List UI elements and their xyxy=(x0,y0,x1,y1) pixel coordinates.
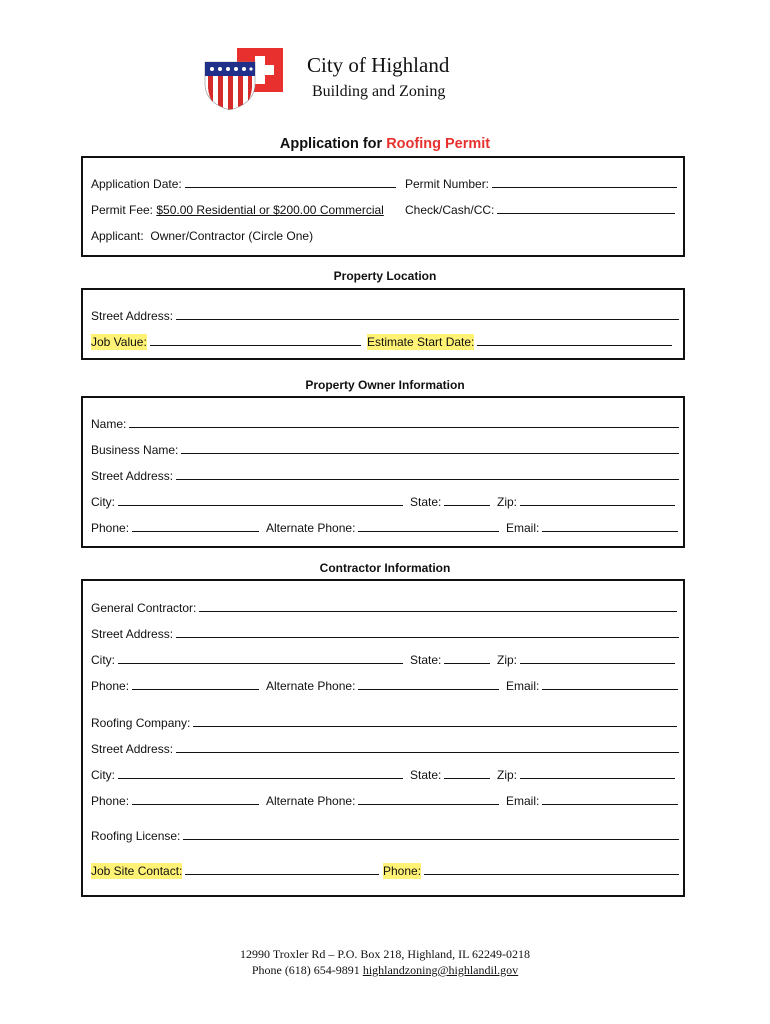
gc-phone-line[interactable] xyxy=(132,678,259,690)
owner-email-field[interactable] xyxy=(506,520,678,536)
permit-number-label: Permit Number: xyxy=(405,177,490,191)
contractor-info-box xyxy=(81,579,685,897)
rc-email-label: Email: xyxy=(506,794,540,808)
owner-phone-label: Phone: xyxy=(91,521,130,535)
job-site-phone-line[interactable] xyxy=(424,863,679,875)
owner-alt-phone-line[interactable] xyxy=(358,520,499,532)
rc-email-line[interactable] xyxy=(542,793,678,805)
gc-street-label: Street Address: xyxy=(91,627,174,641)
permit-number-field[interactable] xyxy=(405,176,677,192)
rc-city-field[interactable] xyxy=(91,767,403,783)
rc-alt-phone-field[interactable] xyxy=(266,793,499,809)
owner-name-label: Name: xyxy=(91,417,127,431)
property-street-line[interactable] xyxy=(176,308,679,320)
title-prefix: Application for xyxy=(279,136,387,152)
general-contractor-line[interactable] xyxy=(199,600,677,612)
owner-email-label: Email: xyxy=(506,521,540,535)
gc-city-field[interactable] xyxy=(91,652,403,668)
owner-state-field[interactable] xyxy=(410,494,490,510)
rc-phone-label: Phone: xyxy=(91,794,130,808)
owner-street-field[interactable] xyxy=(91,468,679,484)
owner-street-line[interactable] xyxy=(176,468,679,480)
job-site-phone-label: Phone: xyxy=(383,864,422,878)
department-name: Building and Zoning xyxy=(312,83,446,100)
rc-phone-field[interactable] xyxy=(91,793,259,809)
job-site-contact-label: Job Site Contact: xyxy=(91,864,183,878)
application-date-line[interactable] xyxy=(185,176,396,188)
roofing-license-line[interactable] xyxy=(183,828,679,840)
rc-email-field[interactable] xyxy=(506,793,678,809)
rc-state-field[interactable] xyxy=(410,767,490,783)
footer-email-link[interactable]: highlandzoning@highlandil.gov xyxy=(362,963,519,977)
application-info-box xyxy=(81,156,685,257)
rc-street-line[interactable] xyxy=(176,741,679,753)
rc-alt-phone-label: Alternate Phone: xyxy=(266,794,356,808)
gc-city-label: City: xyxy=(91,653,115,667)
gc-state-field[interactable] xyxy=(410,652,490,668)
start-date-field[interactable] xyxy=(367,334,672,350)
roofing-company-line[interactable] xyxy=(193,715,677,727)
gc-state-label: State: xyxy=(410,653,442,667)
gc-phone-label: Phone: xyxy=(91,679,130,693)
owner-info-box xyxy=(81,396,685,548)
rc-state-label: State: xyxy=(410,768,442,782)
gc-email-line[interactable] xyxy=(542,678,678,690)
roofing-company-label: Roofing Company: xyxy=(91,716,191,730)
application-date-label: Application Date: xyxy=(91,177,182,191)
owner-name-field[interactable] xyxy=(91,416,679,432)
application-date-field[interactable] xyxy=(91,176,396,192)
gc-alt-phone-field[interactable] xyxy=(266,678,499,694)
application-title xyxy=(0,136,770,152)
owner-email-line[interactable] xyxy=(542,520,678,532)
job-value-field[interactable] xyxy=(91,334,361,350)
flag-shield-icon xyxy=(203,46,285,112)
payment-method-label: Check/Cash/CC: xyxy=(405,203,495,217)
city-name: City of Highland xyxy=(307,53,450,77)
property-street-label: Street Address: xyxy=(91,309,174,323)
owner-city-label: City: xyxy=(91,495,115,509)
owner-business-field[interactable] xyxy=(91,442,679,458)
footer-contact xyxy=(0,963,770,978)
rc-alt-phone-line[interactable] xyxy=(358,793,499,805)
job-site-contact-field[interactable] xyxy=(91,863,379,879)
gc-phone-field[interactable] xyxy=(91,678,259,694)
roofing-company-field[interactable] xyxy=(91,715,677,731)
owner-zip-field[interactable] xyxy=(497,494,675,510)
owner-alt-phone-field[interactable] xyxy=(266,520,499,536)
rc-street-field[interactable] xyxy=(91,741,679,757)
job-value-label: Job Value: xyxy=(91,335,147,349)
job-site-phone-field[interactable] xyxy=(383,863,679,879)
payment-method-field[interactable] xyxy=(405,202,675,218)
title-accent: Roofing Permit xyxy=(386,136,491,152)
gc-zip-field[interactable] xyxy=(497,652,675,668)
start-date-label: Estimate Start Date: xyxy=(367,335,475,349)
roofing-license-field[interactable] xyxy=(91,828,679,844)
owner-info-title: Property Owner Information xyxy=(305,378,465,392)
property-street-field[interactable] xyxy=(91,308,679,324)
gc-alt-phone-label: Alternate Phone: xyxy=(266,679,356,693)
owner-city-field[interactable] xyxy=(91,494,403,510)
permit-fee-label: Permit Fee: xyxy=(91,203,157,217)
owner-state-line[interactable] xyxy=(444,494,490,506)
applicant-field xyxy=(91,228,313,244)
job-value-line[interactable] xyxy=(150,334,361,346)
rc-zip-label: Zip: xyxy=(497,768,518,782)
rc-city-line[interactable] xyxy=(118,767,403,779)
job-site-contact-line[interactable] xyxy=(185,863,379,875)
gc-street-line[interactable] xyxy=(176,626,679,638)
footer-address: 12990 Troxler Rd – P.O. Box 218, Highland, IL 62249-0218 xyxy=(240,947,530,961)
owner-zip-label: Zip: xyxy=(497,495,518,509)
permit-fee-field xyxy=(91,202,384,218)
rc-zip-line[interactable] xyxy=(520,767,675,779)
owner-business-label: Business Name: xyxy=(91,443,179,457)
permit-number-line[interactable] xyxy=(492,176,677,188)
owner-phone-field[interactable] xyxy=(91,520,259,536)
general-contractor-field[interactable] xyxy=(91,600,677,616)
rc-phone-line[interactable] xyxy=(132,793,259,805)
rc-zip-field[interactable] xyxy=(497,767,675,783)
gc-zip-line[interactable] xyxy=(520,652,675,664)
rc-city-label: City: xyxy=(91,768,115,782)
gc-zip-label: Zip: xyxy=(497,653,518,667)
owner-name-line[interactable] xyxy=(129,416,679,428)
gc-email-field[interactable] xyxy=(506,678,678,694)
permit-fee-value: $50.00 Residential or $200.00 Commercial xyxy=(156,203,384,217)
property-location-title: Property Location xyxy=(333,269,437,283)
owner-phone-line[interactable] xyxy=(132,520,259,532)
gc-email-label: Email: xyxy=(506,679,540,693)
rc-state-line[interactable] xyxy=(444,767,490,779)
gc-state-line[interactable] xyxy=(444,652,490,664)
gc-city-line[interactable] xyxy=(118,652,403,664)
start-date-line[interactable] xyxy=(477,334,672,346)
property-location-box xyxy=(81,288,685,360)
gc-alt-phone-line[interactable] xyxy=(358,678,499,690)
owner-state-label: State: xyxy=(410,495,442,509)
owner-zip-line[interactable] xyxy=(520,494,675,506)
page-header xyxy=(0,0,770,140)
payment-method-line[interactable] xyxy=(497,202,675,214)
gc-street-field[interactable] xyxy=(91,626,679,642)
owner-alt-phone-label: Alternate Phone: xyxy=(266,521,356,535)
general-contractor-label: General Contractor: xyxy=(91,601,197,615)
owner-business-line[interactable] xyxy=(181,442,679,454)
owner-street-label: Street Address: xyxy=(91,469,174,483)
footer-phone: Phone (618) 654-9891 xyxy=(251,963,363,977)
rc-street-label: Street Address: xyxy=(91,742,174,756)
contractor-info-title: Contractor Information xyxy=(319,561,451,575)
owner-city-line[interactable] xyxy=(118,494,403,506)
roofing-license-label: Roofing License: xyxy=(91,829,181,843)
applicant-label: Applicant: Owner/Contractor (Circle One) xyxy=(91,229,314,243)
